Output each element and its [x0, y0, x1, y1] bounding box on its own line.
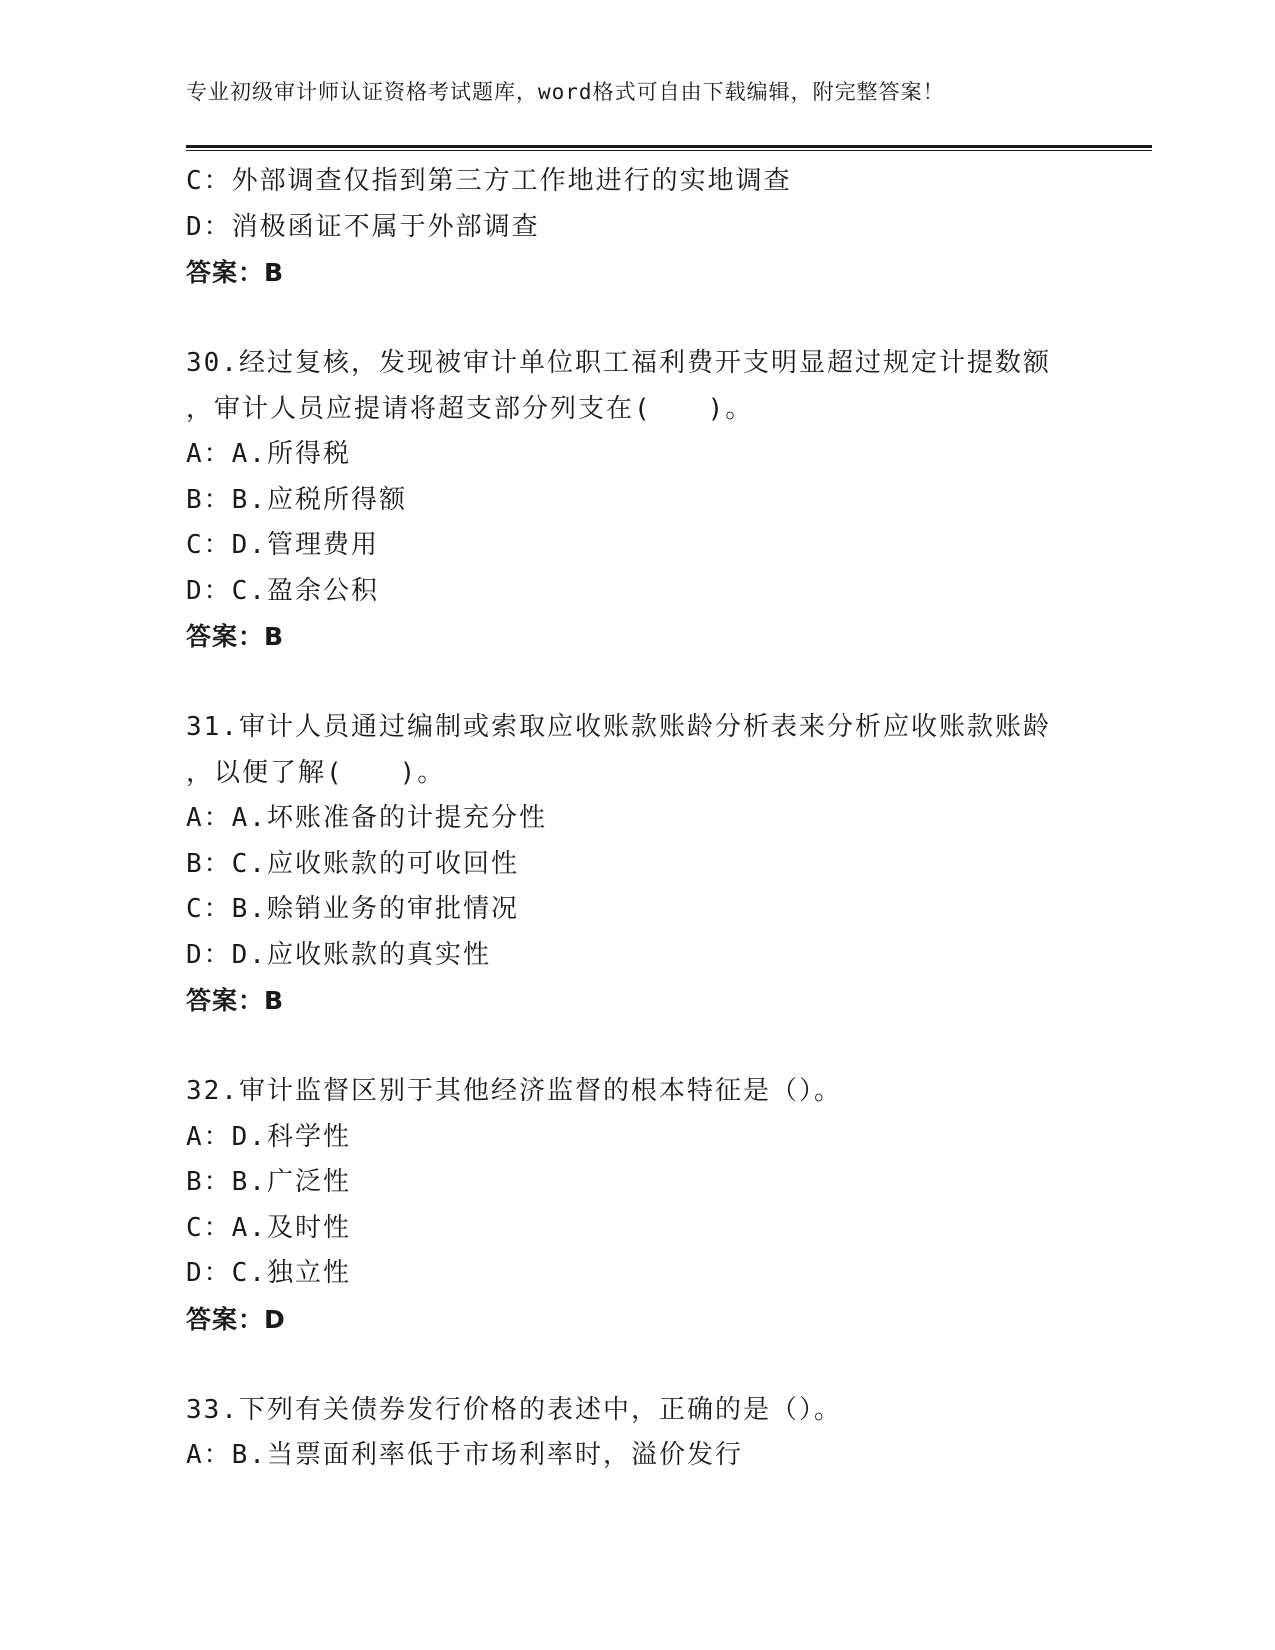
answer-line: 答案：B — [186, 258, 285, 287]
question-stem: 31.审计人员通过编制或索取应收账款账龄分析表来分析应收账款账龄 — [186, 712, 1051, 742]
option-a: A：D.科学性 — [186, 1121, 351, 1152]
page-header: 专业初级审计师认证资格考试题库，word格式可自由下载编辑，附完整答案！ — [186, 80, 945, 104]
option-b: B：C.应收账款的可收回性 — [186, 848, 519, 879]
spacer — [186, 296, 1086, 342]
document-body — [186, 159, 1086, 1479]
option-c: C：B.赊销业务的审批情况 — [186, 894, 519, 924]
question-stem: 30.经过复核，发现被审计单位职工福利费开支明显超过规定计提数额 — [186, 348, 1051, 378]
question-33 — [186, 1388, 1086, 1479]
question-32 — [186, 1069, 1086, 1342]
option-a: A：B.当票面利率低于市场利率时，溢价发行 — [186, 1440, 743, 1470]
option-b: B：B.广泛性 — [186, 1167, 351, 1197]
option-d: D：消极函证不属于外部调查 — [186, 211, 540, 242]
option-d: D：C.盈余公积 — [186, 575, 379, 606]
option-c: C：外部调查仅指到第三方工作地进行的实地调查 — [186, 166, 792, 196]
header-rule — [186, 145, 1152, 151]
question-stem-cont: ，审计人员应提请将超支部分列支在( )。 — [186, 393, 754, 424]
question-stem: 33.下列有关债券发行价格的表述中，正确的是（）。 — [186, 1394, 842, 1425]
spacer — [186, 1024, 1086, 1070]
spacer — [186, 1342, 1086, 1388]
question-30 — [186, 341, 1086, 660]
option-c: C：D.管理费用 — [186, 530, 379, 560]
continued-question — [186, 159, 1086, 296]
spacer — [186, 660, 1086, 706]
question-stem: 32.审计监督区别于其他经济监督的根本特征是（）。 — [186, 1076, 842, 1106]
option-d: D：D.应收账款的真实性 — [186, 939, 491, 970]
option-a: A：A.所得税 — [186, 439, 351, 469]
option-c: C：A.及时性 — [186, 1212, 351, 1243]
option-d: D：C.独立性 — [186, 1258, 351, 1288]
answer-line: 答案：B — [186, 622, 285, 651]
option-a: A：A.坏账准备的计提充分性 — [186, 803, 547, 833]
option-b: B：B.应税所得额 — [186, 484, 407, 515]
question-stem-cont: ，以便了解( )。 — [186, 757, 446, 788]
answer-line: 答案：B — [186, 986, 285, 1015]
answer-line: 答案：D — [186, 1304, 286, 1334]
question-31 — [186, 705, 1086, 1024]
